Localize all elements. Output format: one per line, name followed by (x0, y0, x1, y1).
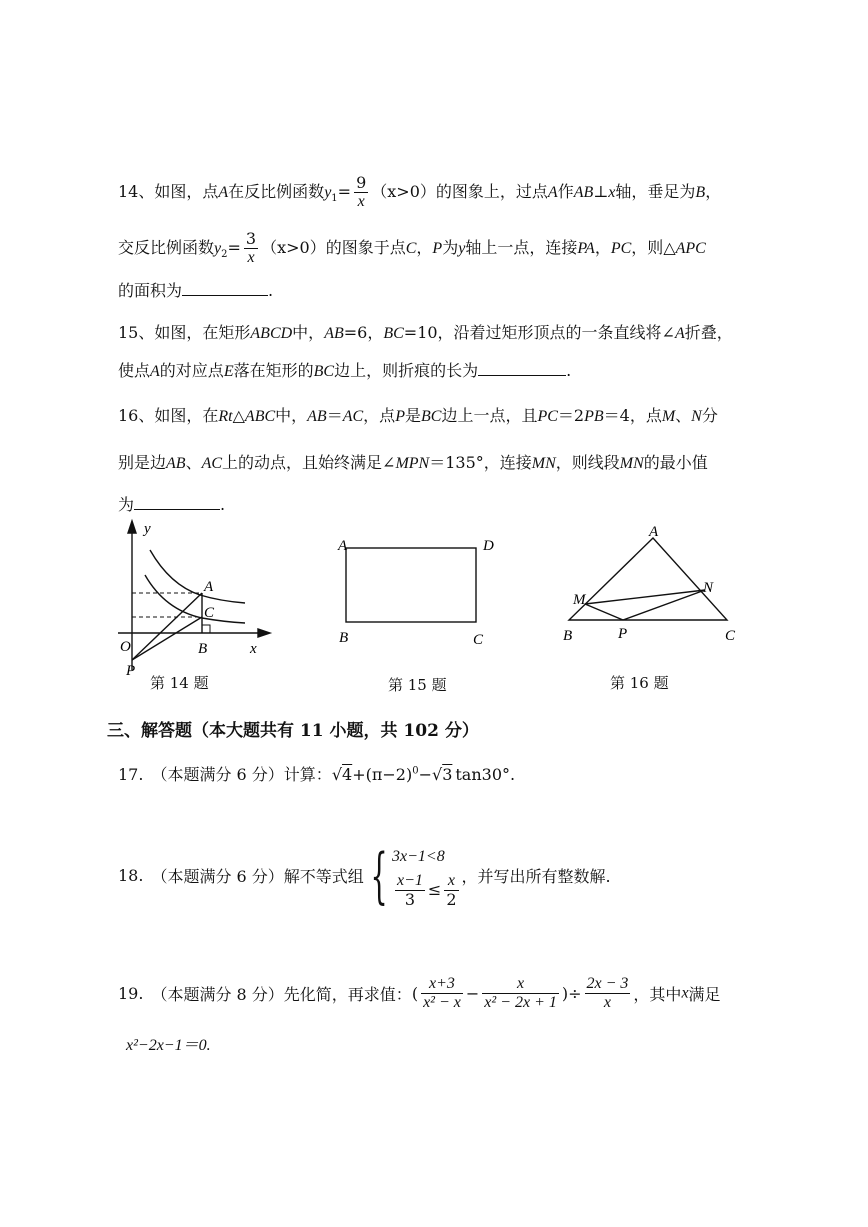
label-A: A (338, 538, 348, 554)
q18: 18. （本题满分 6 分）解不等式组 { 3x−1<8 $\frac{x-1}{3}$ ≤ $\frac{x}{2}$ ，并写出所有整数解. (118, 840, 611, 911)
caption-16: 第 16 题 (610, 674, 669, 692)
sqrt-3: √3 (431, 765, 453, 784)
system-brace: { (370, 840, 388, 911)
q16-line1: 16、如图，在Rt△ABC中，AB＝AC，点P是BC边上一点，且PC＝2PB＝4，点M、N分 (118, 406, 718, 425)
q14-line3: 的面积为 . (118, 281, 274, 300)
answer-blank-14[interactable] (182, 281, 268, 296)
segment-PC (132, 617, 202, 660)
fraction-a: $\frac{x+3}{\text{x² − x}}$ (423, 975, 461, 1011)
label-B: B (198, 641, 208, 657)
curve-y1 (150, 550, 245, 603)
right-angle-mark (202, 625, 210, 633)
q14-line1: 14、如图，点A在反比例函数$y_1=$ $\frac{9}{x}$ （x>0）的图象上，过点A作AB⊥x轴，垂足为B， (118, 173, 722, 210)
label-C: C (725, 628, 736, 644)
q15-line2: 使点A的对应点E落在矩形的BC边上，则折痕的长为 . (118, 361, 572, 380)
q16-line2: 别是边AB、AC上的动点，且始终满足∠MPN＝135°，连接MN，则线段MN的最小值 (118, 453, 708, 472)
figure-16 (555, 520, 755, 650)
label-C: C (473, 632, 484, 648)
label-M: M (573, 592, 586, 608)
label-B: B (339, 630, 349, 646)
y-axis-arrow (128, 521, 136, 533)
fraction-b: $\frac{x}{\text{x² − 2x + 1}}$ (484, 975, 557, 1011)
section-3-title: 三、解答题（本大题共有 11 小题，共 102 分） (107, 721, 479, 741)
q16-line3: 为 . (118, 495, 226, 514)
fraction-c: $\frac{2x - 3}{x}$ (586, 975, 629, 1011)
x-axis-arrow (258, 629, 270, 637)
segment-PA (132, 593, 202, 660)
answer-blank-16[interactable] (134, 495, 220, 510)
label-C: C (204, 605, 215, 621)
q15-line1: 15、如图，在矩形ABCD中，AB=6，BC=10，沿着过矩形顶点的一条直线将∠A折叠， (118, 323, 733, 342)
figure-15 (333, 530, 503, 650)
label-x: x (250, 641, 257, 657)
label-P: P (126, 663, 136, 679)
label-N: N (703, 580, 714, 596)
sqrt-4: √4 (331, 765, 353, 784)
label-A: A (649, 524, 659, 540)
label-D: D (483, 538, 494, 554)
label-y: y (144, 521, 151, 537)
label-O: O (120, 639, 131, 655)
caption-14: 第 14 题 (150, 674, 209, 692)
answer-blank-15[interactable] (478, 361, 566, 376)
q17: 17. （本题满分 6 分）计算：$√4+(\pi-2)^0-√3$ tan30°. (118, 765, 516, 784)
inequality-system: 3x−1<8 $\frac{x-1}{3}$ ≤ $\frac{x}{2}$ (392, 848, 457, 909)
q19-line1: 19. （本题满分 8 分）先化简，再求值：( $\frac{x+3}{\text{x² − x}}$ − $\frac{x}{\text{x² − 2x + 1}}$ )÷ $\frac{2x - 3}{x}$ ，其中x满足 (118, 975, 721, 1011)
rectangle-ABCD (346, 548, 476, 622)
q14-line2: 交反比例函数$y_2=$ $\frac{3}{x}$ （x>0）的图象于点C，P为y轴上一点，连接PA，PC，则△APC (118, 229, 706, 266)
caption-15: 第 15 题 (388, 676, 447, 694)
segment-MP (585, 604, 623, 620)
figure-14 (110, 515, 280, 680)
fraction-9-over-x: $\frac{9}{x}$ (356, 173, 367, 210)
label-A: A (204, 579, 214, 595)
label-P: P (618, 626, 628, 642)
q19-line2: x²−2x−1＝0. (126, 1037, 211, 1054)
label-B: B (563, 628, 573, 644)
fraction-3-over-x: $\frac{3}{x}$ (245, 229, 257, 266)
